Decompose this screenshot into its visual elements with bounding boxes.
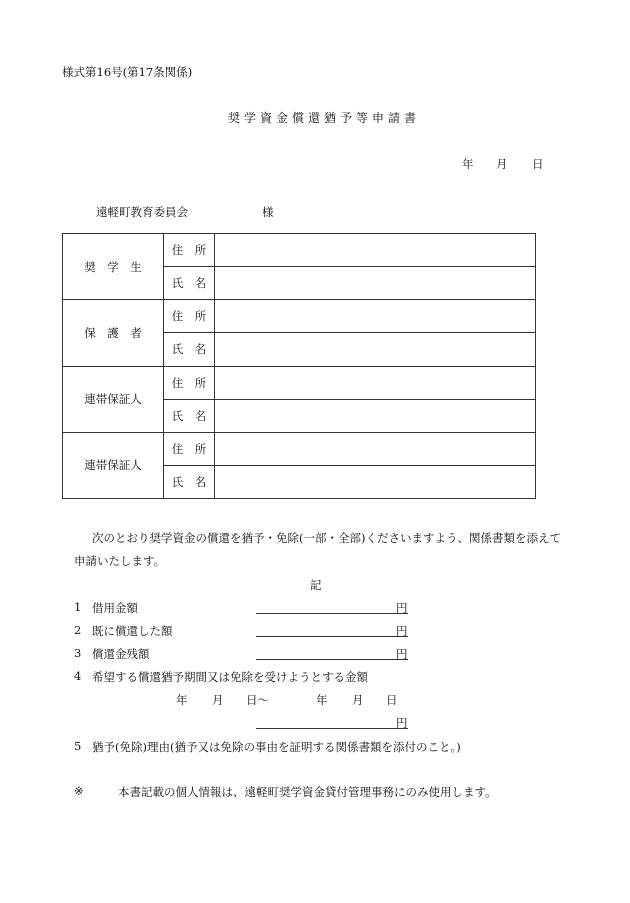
request-text-line-1: 次のとおり奨学資金の償還を猶予・免除(一部・全部)くださいますよう、関係書類を添えて <box>92 531 561 545</box>
guardian-name-field[interactable] <box>215 333 536 366</box>
item-5-label: 猶予(免除)理由(猶予又は免除の事由を証明する関係書類を添付のこと。) <box>92 740 461 754</box>
item-4-amount-line[interactable] <box>256 728 408 729</box>
guardian-address-field[interactable] <box>215 300 536 333</box>
group-label-guardian: 保 護 者 <box>63 300 164 366</box>
name-label: 氏 名 <box>164 267 215 300</box>
student-name-field[interactable] <box>215 267 536 300</box>
item-1-amount-line[interactable] <box>256 613 408 614</box>
address-label: 住 所 <box>164 300 215 333</box>
guarantor2-address-field[interactable] <box>215 432 536 465</box>
addressee-name: 遠軽町教育委員会 <box>96 205 188 219</box>
address-label: 住 所 <box>164 234 215 267</box>
name-label: 氏 名 <box>164 333 215 366</box>
group-label-guarantor-1: 連帯保証人 <box>63 366 164 432</box>
guarantor2-name-field[interactable] <box>215 465 536 498</box>
item-2-amount-line[interactable] <box>256 636 408 637</box>
address-label: 住 所 <box>164 432 215 465</box>
period-day-2: 日 <box>386 693 398 707</box>
address-label: 住 所 <box>164 366 215 399</box>
period-month-2: 月 <box>352 693 364 707</box>
student-address-field[interactable] <box>215 234 536 267</box>
item-3-amount-line[interactable] <box>256 659 408 660</box>
item-3-unit: 円 <box>396 647 408 661</box>
item-3-label: 償還金残額 <box>92 647 150 661</box>
item-1-unit: 円 <box>396 601 408 615</box>
name-label: 氏 名 <box>164 399 215 432</box>
group-label-student: 奨 学 生 <box>63 234 164 300</box>
guarantor1-address-field[interactable] <box>215 366 536 399</box>
guarantor1-name-field[interactable] <box>215 399 536 432</box>
period-year: 年 <box>176 693 188 707</box>
item-2-number: 2 <box>74 623 82 637</box>
item-4-label: 希望する償還猶予期間又は免除を受けようとする金額 <box>92 670 368 684</box>
document-title: 奨学資金償還猶予等申請書 <box>228 111 421 125</box>
item-4-unit: 円 <box>396 716 408 730</box>
item-4-number: 4 <box>74 669 82 683</box>
note-mark: ※ <box>74 784 84 798</box>
addressee-honorific: 様 <box>262 205 274 219</box>
name-label: 氏 名 <box>164 465 215 498</box>
period-year-2: 年 <box>316 693 328 707</box>
item-2-unit: 円 <box>396 624 408 638</box>
item-2-label: 既に償還した額 <box>92 624 173 638</box>
date-day-label: 日 <box>532 157 544 171</box>
item-3-number: 3 <box>74 646 82 660</box>
request-text-line-2: 申請いたします。 <box>74 554 166 568</box>
item-1-number: 1 <box>74 600 82 614</box>
group-label-guarantor-2: 連帯保証人 <box>63 432 164 498</box>
date-month-label: 月 <box>496 157 508 171</box>
form-number: 様式第16号(第17条関係) <box>62 65 193 79</box>
item-5-number: 5 <box>74 739 82 753</box>
period-day-from: 日〜 <box>246 693 269 707</box>
ki-label: 記 <box>310 578 322 592</box>
period-month: 月 <box>212 693 224 707</box>
applicant-table <box>62 233 536 499</box>
date-year-label: 年 <box>462 157 474 171</box>
privacy-note: 本書記載の個人情報は、遠軽町奨学資金貸付管理事務にのみ使用します。 <box>118 785 497 799</box>
item-1-label: 借用金額 <box>92 601 138 615</box>
